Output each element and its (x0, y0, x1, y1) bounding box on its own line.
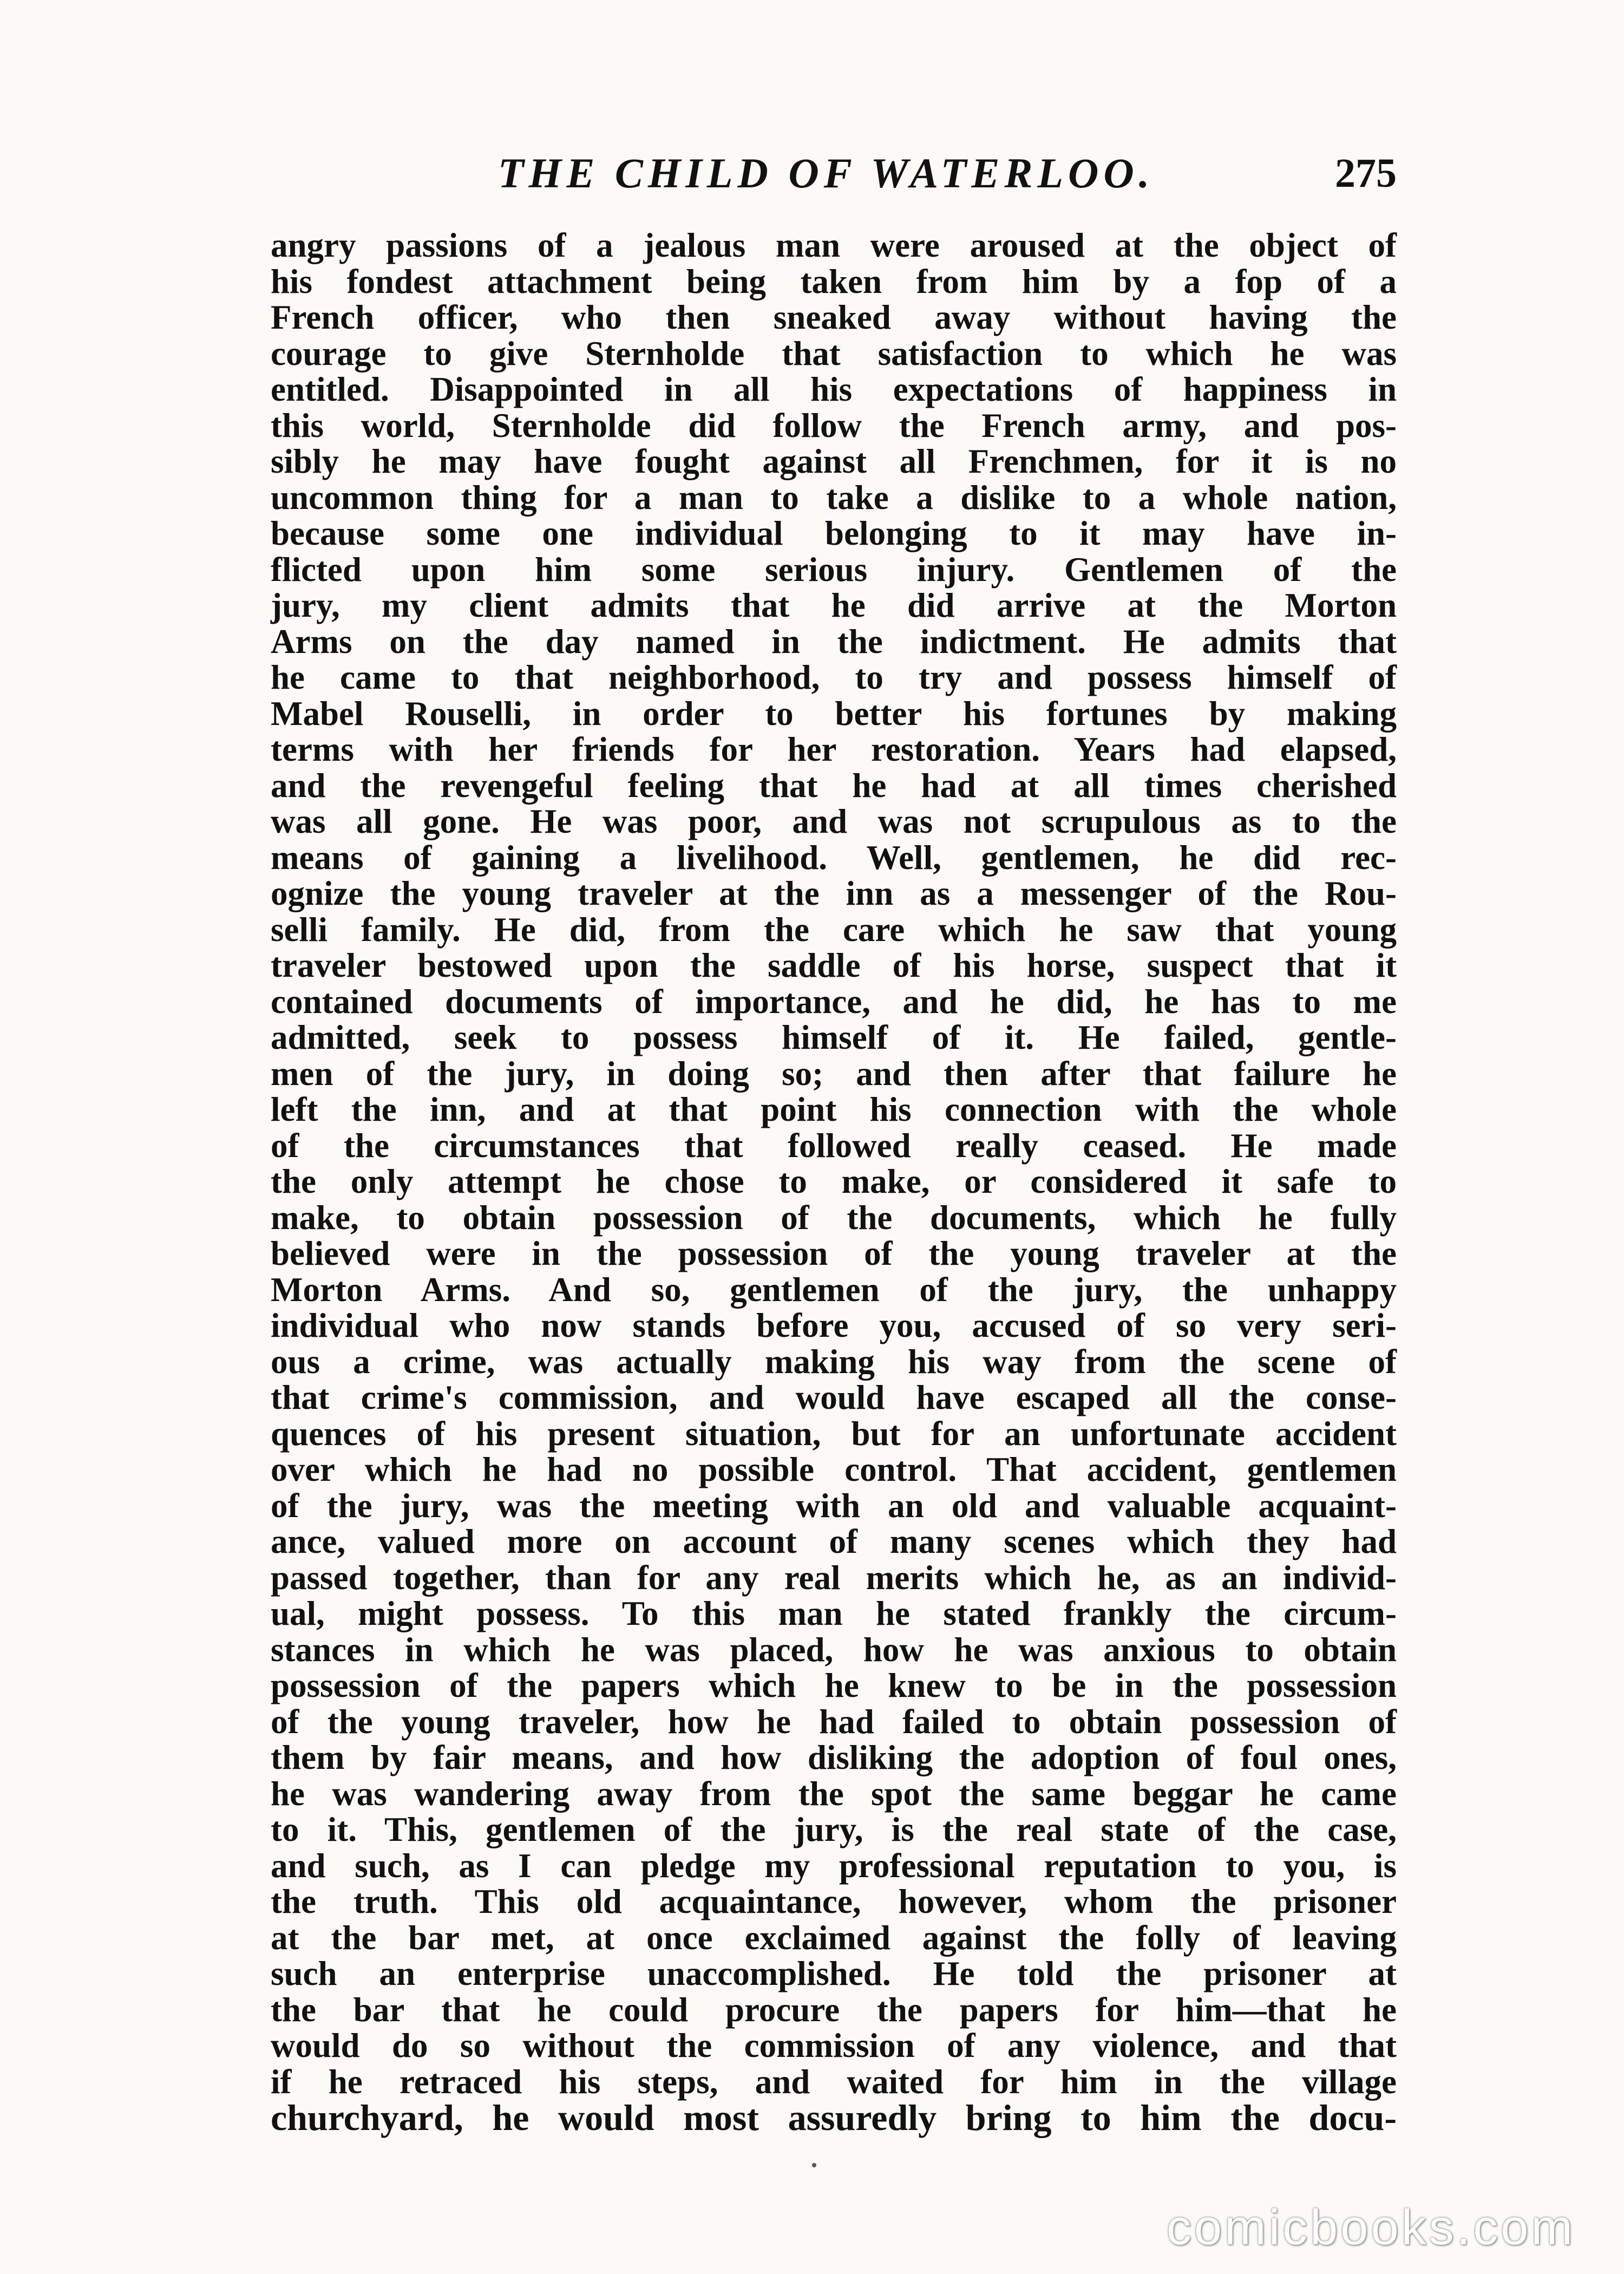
text-line: French officer, who then sneaked away without having the (271, 298, 1397, 336)
text-line: of the circumstances that followed really ceased. He made (271, 1126, 1397, 1165)
text-line: angry passions of a jealous man were aroused at the object of (271, 226, 1397, 264)
text-line: ognize the young traveler at the inn as a messenger of the Rou- (271, 874, 1397, 912)
body-text (271, 227, 1397, 2136)
text-line: contained documents of importance, and he did, he has to me (271, 982, 1397, 1021)
text-line: them by fair means, and how disliking the adoption of foul ones, (271, 1739, 1397, 1776)
text-line: individual who now stands before you, accused of so very seri- (271, 1306, 1397, 1344)
text-line: terms with her friends for her restoration. Years had elapsed, (271, 730, 1397, 768)
text-line: his fondest attachment being taken from him by a fop of a (271, 262, 1397, 300)
print-speck (812, 2163, 816, 2167)
text-line: and such, as I can pledge my professional reputation to you, is (271, 1846, 1397, 1885)
text-line: means of gaining a livelihood. Well, gentlemen, he did rec- (271, 838, 1397, 877)
text-line: left the inn, and at that point his connection with the whole (271, 1090, 1397, 1128)
text-line: if he retraced his steps, and waited for him in the village (271, 2062, 1397, 2101)
text-line: admitted, seek to possess himself of it. He failed, gentle- (271, 1018, 1397, 1056)
text-line: flicted upon him some serious injury. Gentlemen of the (271, 550, 1397, 589)
text-line: traveler bestowed upon the saddle of his horse, suspect that it (271, 946, 1397, 984)
text-line: Mabel Rouselli, in order to better his fortunes by making (271, 694, 1397, 733)
running-head (271, 146, 1397, 206)
text-line: passed together, than for any real merits which he, as an individ- (271, 1558, 1397, 1597)
text-line: the truth. This old acquaintance, however, whom the prisoner (271, 1883, 1397, 1920)
text-line: ance, valued more on account of many scenes which they had (271, 1522, 1397, 1560)
running-title: THE CHILD OF WATERLOO. (498, 149, 1155, 197)
text-line: this world, Sternholde did follow the French army, and pos- (271, 406, 1397, 445)
text-line: courage to give Sternholde that satisfaction to which he was (271, 334, 1397, 373)
text-line: he was wandering away from the spot the same beggar he came (271, 1774, 1397, 1813)
text-line: make, to obtain possession of the documents, which he fully (271, 1198, 1397, 1237)
text-line: because some one individual belonging to it may have in- (271, 514, 1397, 552)
text-line: churchyard, he would most assuredly bring to him the docu- (271, 2097, 1397, 2138)
text-line: ous a crime, was actually making his way from the scene of (271, 1342, 1397, 1381)
text-line: would do so without the commission of any violence, and that (271, 2027, 1397, 2064)
text-line: quences of his present situation, but for an unfortunate accident (271, 1414, 1397, 1453)
text-line: such an enterprise unaccomplished. He told the prisoner at (271, 1955, 1397, 1992)
text-line: uncommon thing for a man to take a dislike to a whole nation, (271, 478, 1397, 517)
text-line: Morton Arms. And so, gentlemen of the jury, the unhappy (271, 1270, 1397, 1309)
text-line: selli family. He did, from the care which he saw that young (271, 910, 1397, 949)
text-line: ual, might possess. To this man he stated frankly the circum- (271, 1595, 1397, 1632)
text-line: stances in which he was placed, how he was anxious to obtain (271, 1630, 1397, 1669)
text-line: sibly he may have fought against all Frenchmen, for it is no (271, 442, 1397, 480)
watermark-logo: comicbooks.com (1166, 2200, 1575, 2255)
text-line: at the bar met, at once exclaimed against the folly of leaving (271, 1918, 1397, 1957)
text-line: the only attempt he chose to make, or considered it safe to (271, 1162, 1397, 1200)
text-line: over which he had no possible control. That accident, gentlemen (271, 1450, 1397, 1488)
text-line: to it. This, gentlemen of the jury, is the real state of the case, (271, 1811, 1397, 1848)
text-line: of the young traveler, how he had failed to obtain possession of (271, 1702, 1397, 1741)
text-line: he came to that neighborhood, to try and possess himself of (271, 658, 1397, 696)
text-line: believed were in the possession of the young traveler at the (271, 1234, 1397, 1272)
page-number: 275 (1335, 151, 1397, 196)
text-line: jury, my client admits that he did arrive at the Morton (271, 586, 1397, 624)
text-line: and the revengeful feeling that he had at all times cherished (271, 766, 1397, 805)
text-line: the bar that he could procure the papers for him—that he (271, 1990, 1397, 2029)
text-line: was all gone. He was poor, and was not scrupulous as to the (271, 802, 1397, 840)
text-line: of the jury, was the meeting with an old and valuable acquaint- (271, 1486, 1397, 1525)
text-line: that crime's commission, and would have escaped all the conse- (271, 1378, 1397, 1416)
text-line: possession of the papers which he knew to be in the possession (271, 1667, 1397, 1704)
text-line: entitled. Disappointed in all his expectations of happiness in (271, 370, 1397, 408)
text-line: men of the jury, in doing so; and then after that failure he (271, 1054, 1397, 1093)
text-line: Arms on the day named in the indictment. He admits that (271, 622, 1397, 661)
